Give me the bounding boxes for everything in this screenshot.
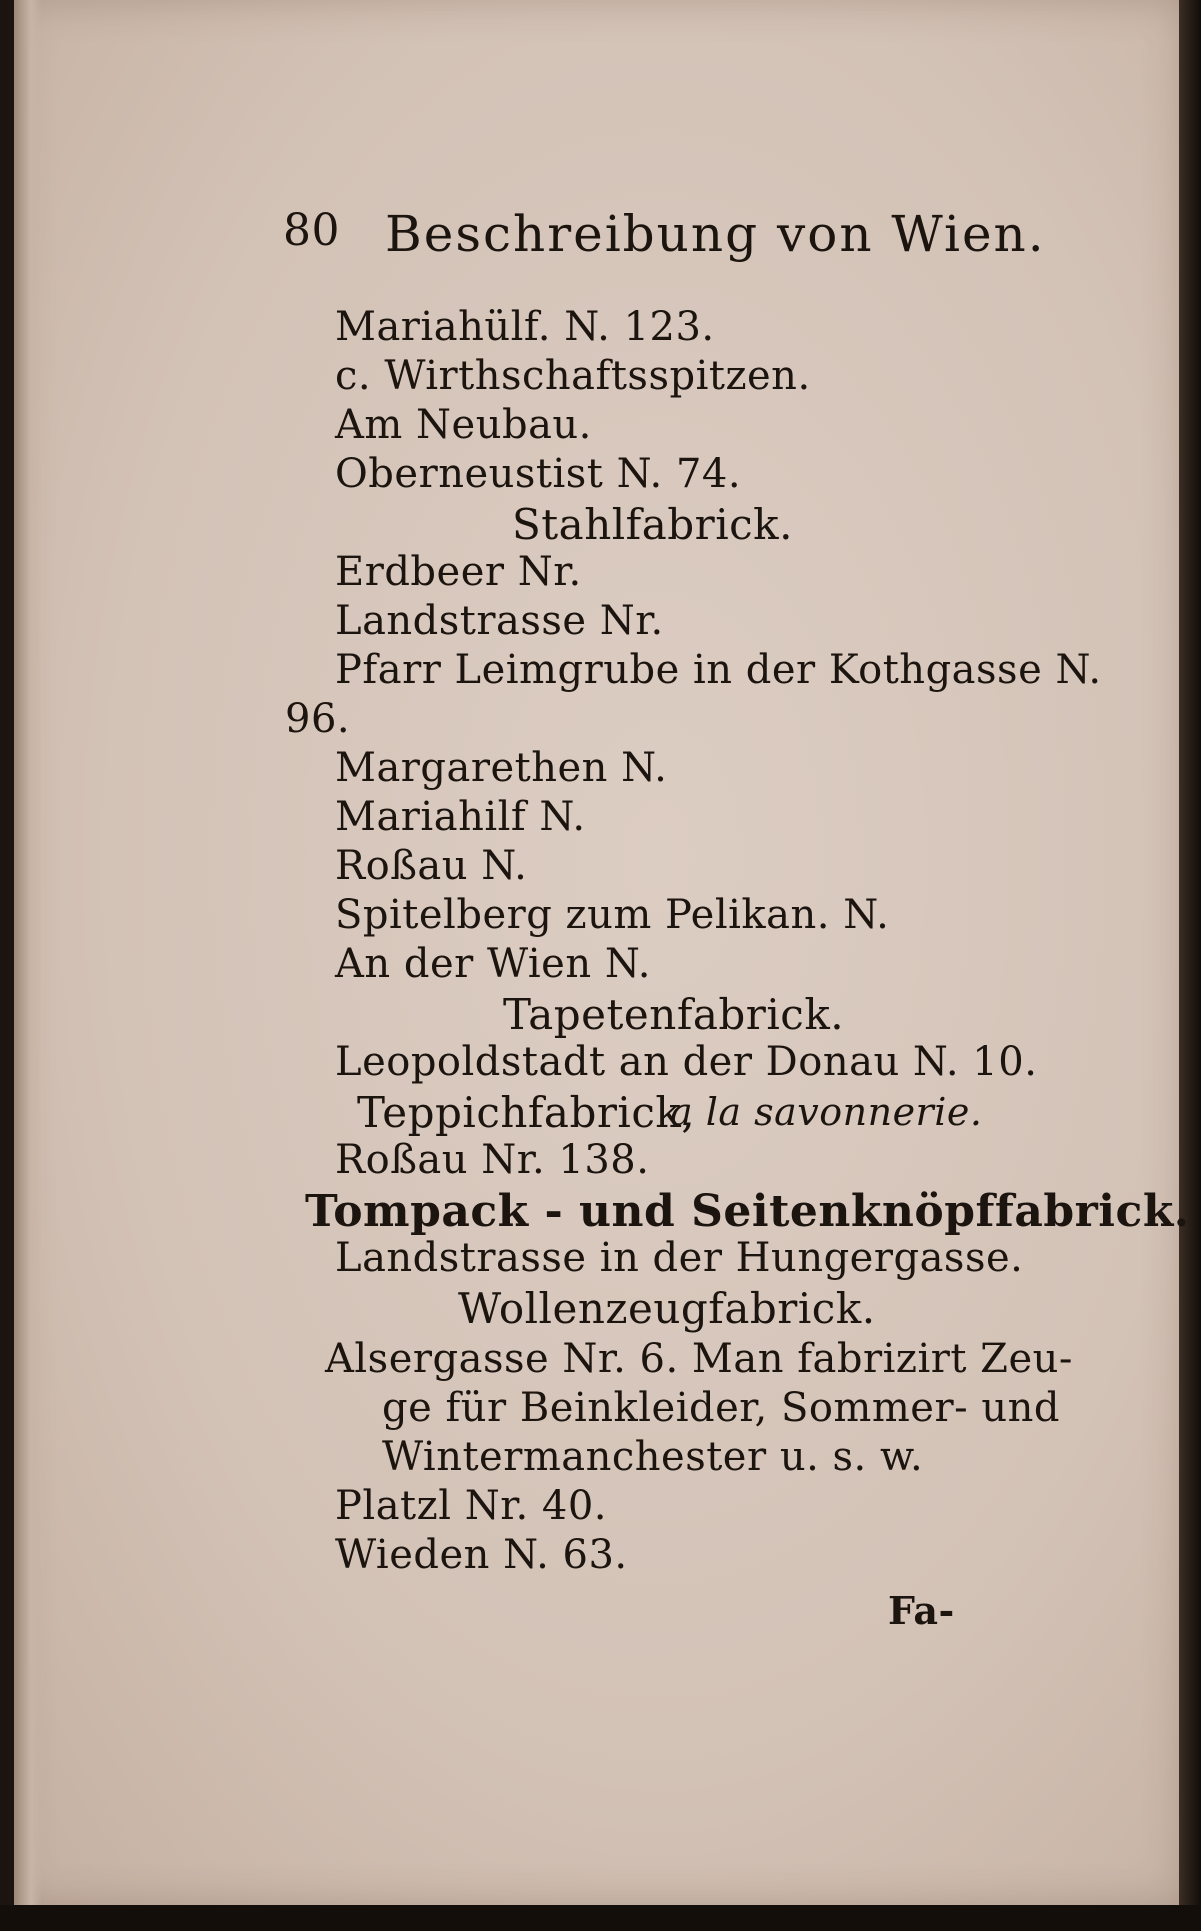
section-heading: Tapetenfabrick. bbox=[503, 990, 845, 1039]
section-heading: Tompack - und Seitenknöpffabrick. bbox=[305, 1186, 1190, 1237]
entry-line: Margarethen N. bbox=[335, 745, 668, 791]
entry-line: An der Wien N. bbox=[335, 941, 651, 987]
running-title: Beschreibung von Wien. bbox=[385, 205, 1046, 263]
entry-line: Pfarr Leimgrube in der Kothgasse N. bbox=[335, 647, 1102, 693]
section-heading: Wollenzeugfabrick. bbox=[458, 1284, 876, 1333]
page-gutter bbox=[14, 0, 42, 1905]
entry-line: Roßau N. bbox=[335, 843, 528, 889]
entry-line: Roßau Nr. 138. bbox=[335, 1137, 650, 1183]
page-number: 80 bbox=[283, 205, 340, 256]
entry-line: Erdbeer Nr. bbox=[335, 549, 582, 595]
section-heading: Teppichfabrick, bbox=[357, 1088, 696, 1137]
section-heading: Stahlfabrick. bbox=[512, 500, 793, 549]
section-subheading: a la savonnerie. bbox=[670, 1090, 983, 1134]
entry-line: Mariahilf N. bbox=[335, 794, 586, 840]
book-bottom-edge bbox=[0, 1905, 1201, 1931]
entry-line: Am Neubau. bbox=[335, 402, 592, 448]
entry-line: 96. bbox=[285, 696, 351, 742]
entry-line: Landstrasse Nr. bbox=[335, 598, 664, 644]
entry-line: ge für Beinkleider, Sommer- und bbox=[382, 1385, 1060, 1431]
entry-line: Platzl Nr. 40. bbox=[335, 1483, 607, 1529]
entry-line: Wintermanchester u. s. w. bbox=[382, 1434, 924, 1480]
entry-line: c. Wirthschaftsspitzen. bbox=[335, 353, 811, 399]
entry-line: Leopoldstadt an der Donau N. 10. bbox=[335, 1039, 1038, 1085]
entry-line: Landstrasse in der Hungergasse. bbox=[335, 1235, 1024, 1281]
catchword: Fa- bbox=[888, 1588, 955, 1633]
entry-line: Oberneustist N. 74. bbox=[335, 451, 742, 497]
book-edge bbox=[1179, 0, 1201, 1931]
entry-line: Alsergasse Nr. 6. Man fabrizirt Zeu- bbox=[325, 1336, 1073, 1382]
entry-line: Wieden N. 63. bbox=[335, 1532, 628, 1578]
entry-line: Spitelberg zum Pelikan. N. bbox=[335, 892, 890, 938]
entry-line: Mariahülf. N. 123. bbox=[335, 304, 715, 350]
